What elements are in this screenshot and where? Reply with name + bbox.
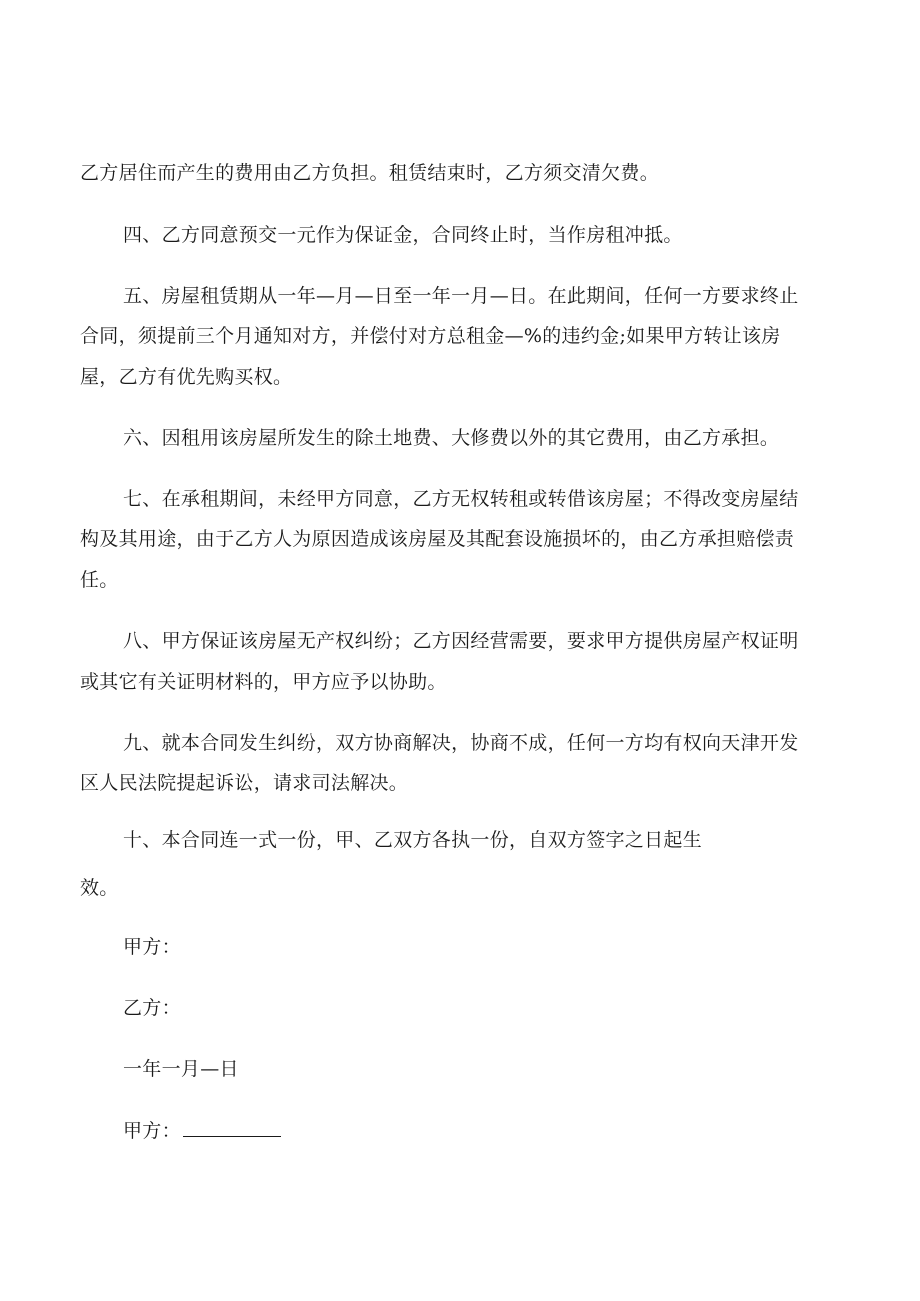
clause-9-line-2: 区人民法院提起诉讼，请求司法解决。: [80, 772, 409, 794]
date-line: 一年一月—日: [123, 1058, 239, 1080]
clause-7-line-2: 构及其用途，由于乙方人为原因造成该房屋及其配套设施损坏的，由乙方承担赔偿责: [80, 528, 795, 550]
clause-10-line-2: 效。: [80, 877, 119, 899]
party-a-signature-label: 甲方：: [123, 1120, 181, 1142]
clause-4: 四、乙方同意预交一元作为保证金，合同终止时，当作房租冲抵。: [123, 224, 683, 246]
clause-10-line-1: 十、本合同连一式一份，甲、乙双方各执一份，自双方签字之日起生: [123, 829, 703, 851]
clause-5-line-2: 合同，须提前三个月通知对方，并偿付对方总租金—%的违约金;如果甲方转让该房: [80, 325, 781, 347]
paragraph-line: 乙方居住而产生的费用由乙方负担。租赁结束时，乙方须交清欠费。: [80, 162, 660, 184]
clause-9-line-1: 九、就本合同发生纠纷，双方协商解决，协商不成，任何一方均有权向天津开发: [123, 732, 799, 754]
party-a-signature-field[interactable]: [183, 1118, 281, 1137]
clause-7-line-1: 七、在承租期间，未经甲方同意，乙方无权转租或转借该房屋；不得改变房屋结: [123, 488, 799, 510]
party-a-signature-row: [123, 1118, 281, 1143]
clause-7-line-3: 任。: [80, 569, 119, 591]
clause-8-line-2: 或其它有关证明材料的，甲方应予以协助。: [80, 671, 447, 693]
clause-6: 六、因租用该房屋所发生的除土地费、大修费以外的其它费用，由乙方承担。: [123, 427, 780, 449]
party-b-label: 乙方：: [123, 997, 181, 1019]
party-a-label: 甲方：: [123, 936, 181, 958]
clause-8-line-1: 八、甲方保证该房屋无产权纠纷；乙方因经营需要，要求甲方提供房屋产权证明: [123, 630, 799, 652]
clause-5-line-1: 五、房屋租赁期从一年—月—日至一年一月—日。在此期间，任何一方要求终止: [123, 285, 799, 307]
clause-5-line-3: 屋，乙方有优先购买权。: [80, 366, 293, 388]
